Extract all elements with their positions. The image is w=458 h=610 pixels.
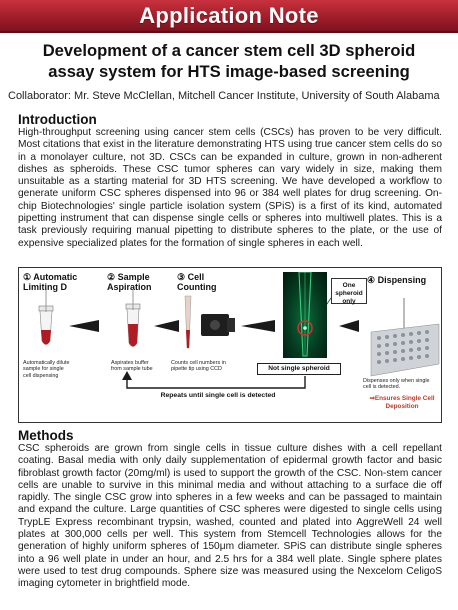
one-spheroid-callout: One spheroid only [331, 278, 367, 304]
step-2-caption: Aspirates buffer from sample tube [111, 360, 153, 373]
repeats-label: Repeats until single cell is detected [160, 392, 276, 399]
flow-arrow-2 [154, 320, 179, 332]
pipette-detection-icon [283, 272, 327, 358]
detection-image [283, 272, 327, 358]
flow-arrow-3 [241, 320, 275, 332]
workflow-figure [18, 267, 442, 423]
flow-arrow-1 [69, 320, 99, 332]
pipette-tip-icon [185, 296, 191, 348]
ensures-label: ⇒Ensures Single Cell Deposition [369, 395, 435, 410]
ccd-camera-icon [201, 314, 235, 336]
step-4-caption: Dispenses only when single cell is detected. [363, 378, 430, 391]
document-title [6, 40, 452, 82]
methods-heading: Methods [18, 428, 74, 443]
banner-title: Application Note [139, 2, 319, 28]
methods-text: CSC spheroids are grown from single cells in tissue culture dishes with a cell repellant coating. Basal media with only daily supplementation of epidermal growth factor and basic fibroblast growth factor (20mg/ml) is used to support the growth of the CSC. Non-stem cancer cells are unable to survive in this minimal media and without attaching to a surface die off rapidly. The single CSC grow into spheres in a few weeks and can be passaged to maintain and expand the culture. Large quantities of CSC spheres were digested to single cells using TrypLE Express recombinant trypsin, washed, counted and plated into AggreWell 24 well plates at 300,000 cells per well. This system from Stemcell Technologies allows for the generation of highly uniform spheres of 150μm diameter. SPiS can distribute single spheres into a 96 well plate in under an hour, and 2.5 hrs for a 384 well plate. Single sphere plates were used to test drug compounds. Sphere size was measured using the Nexcelom CeligoS imaging cytometer in brightfield mode. [18, 443, 442, 590]
well-plate-icon [371, 298, 439, 376]
flow-arrow-4 [339, 320, 359, 332]
tube-1-icon [39, 288, 53, 345]
introduction-text: High-throughput screening using cancer stem cells (CSCs) has proven to be very difficult. Most citations that exist in the literature demonstrating HTS using true cancer stem cells do so in a monolayer culture, not 3D. CSCs can be expanded in culture, grown in non-adherent dishes as spheroids. These CSC tumor spheres can vary widely in size, making them unsuitable as a starting material for 3D HTS screening. We have developed a workflow to generate uniform CSC spheres dispensed into 96 or 384 well plates for drug screening. On-chip Biotechnologies' single particle isolation system (SPiS) is a first of its kind, automated pipetting instrument that can dispense single cells or spheres into multiwell plates. This is a task previously requiring manual pipetting to distribute spheres to the plate, or the use of expensive specialized plates for the formation of single spheres in each well. [18, 127, 442, 249]
not-single-spheroid-label: Not single spheroid [257, 363, 341, 375]
document-title-line1: Development of a cancer stem cell 3D spheroid [42, 41, 416, 60]
step-1-label: ① Automatic Limiting D [23, 272, 78, 292]
step-3-label: ③ Cell Counting [177, 272, 217, 292]
step-1-caption: Automatically dilute sample for single cell dispensing [23, 360, 70, 379]
step-4-label: ④ Dispensing [367, 275, 427, 285]
step-2-label: ② Sample Aspiration [107, 272, 152, 292]
introduction-heading: Introduction [18, 112, 97, 127]
header-banner [0, 0, 458, 33]
document-title-line2: assay system for HTS image-based screening [48, 62, 410, 81]
collaborator-line: Collaborator: Mr. Steve McClellan, Mitchell Cancer Institute, University of South Alabama [8, 90, 440, 102]
step-3-caption: Counts cell numbers in pipette tip using CCD [171, 360, 226, 373]
tube-2-icon [126, 290, 140, 347]
